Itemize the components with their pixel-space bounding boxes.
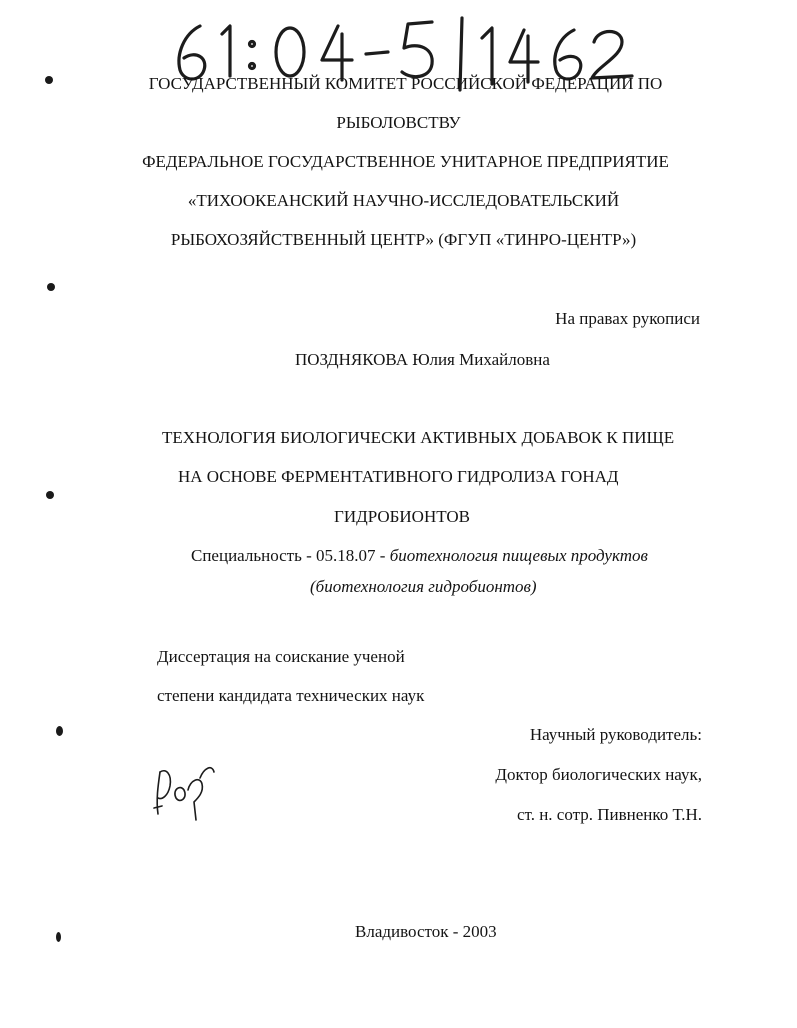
signature-handwriting — [150, 758, 222, 824]
binding-hole-mark — [47, 283, 55, 291]
header-line-1: ГОСУДАРСТВЕННЫЙ КОМИТЕТ РОССИЙСКОЙ ФЕДЕРАЦИИ ПО — [148, 74, 663, 93]
specialty-line — [191, 546, 648, 566]
title-line-1: ТЕХНОЛОГИЯ БИОЛОГИЧЕСКИ АКТИВНЫХ ДОБАВОК К ПИЩЕ — [162, 428, 675, 447]
dissertation-line-1: Диссертация на соискание ученой — [157, 647, 405, 666]
city-year: Владивосток - 2003 — [355, 922, 497, 941]
supervisor-degree: Доктор биологических наук, — [495, 765, 702, 784]
supervisor-label: Научный руководитель: — [529, 725, 702, 744]
dissertation-line-2: степени кандидата технических наук — [157, 686, 425, 705]
supervisor-name: ст. н. сотр. Пивненко Т.Н. — [517, 805, 702, 824]
title-line-3: ГИДРОБИОНТОВ — [334, 507, 471, 526]
author-name: ПОЗДНЯКОВА Юлия Михайловна — [295, 350, 550, 369]
header-line-4: «ТИХООКЕАНСКИЙ НАУЧНО-ИССЛЕДОВАТЕЛЬСКИЙ — [187, 191, 620, 210]
header-line-3: ФЕДЕРАЛЬНОЕ ГОСУДАРСТВЕННОЕ УНИТАРНОЕ ПРЕДПРИЯТИЕ — [142, 152, 669, 171]
header-line-2: РЫБОЛОВСТВУ — [336, 113, 461, 132]
specialty-subname: (биотехнология гидробионтов) — [310, 577, 537, 596]
specialty-name: биотехнология пищевых продуктов — [389, 546, 648, 565]
binding-hole-mark — [56, 726, 63, 736]
manuscript-note: На правах рукописи — [555, 309, 700, 328]
binding-hole-mark — [56, 932, 61, 942]
specialty-prefix: Специальность - 05.18.07 - — [191, 546, 390, 565]
title-line-2: НА ОСНОВЕ ФЕРМЕНТАТИВНОГО ГИДРОЛИЗА ГОНАД — [178, 467, 619, 486]
header-line-5: РЫБОХОЗЯЙСТВЕННЫЙ ЦЕНТР» (ФГУП «ТИНРО-ЦЕНТР») — [170, 230, 637, 249]
binding-hole-mark — [46, 491, 54, 499]
